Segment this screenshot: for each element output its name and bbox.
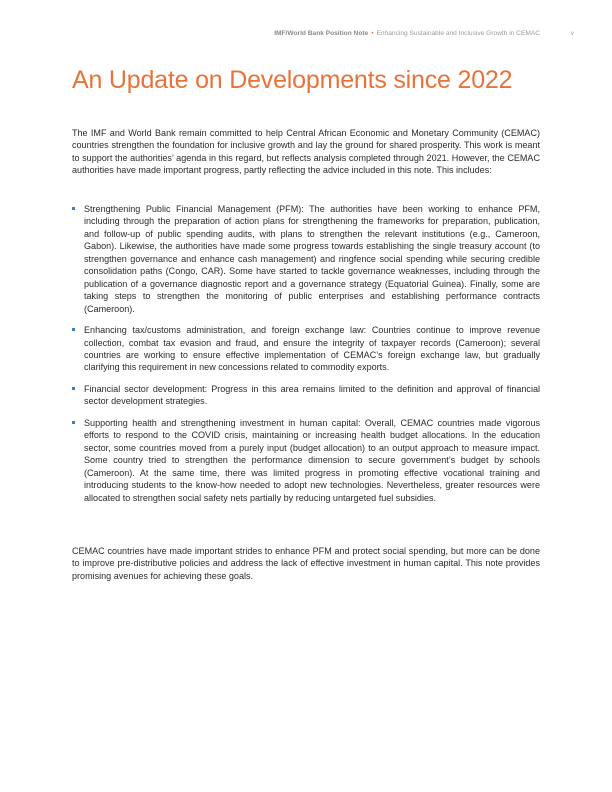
developments-list	[72, 203, 540, 513]
list-item	[72, 383, 540, 408]
list-item	[72, 417, 540, 504]
page-title: An Update on Developments since 2022	[72, 66, 513, 94]
running-head	[0, 30, 612, 42]
document-title: Enhancing Sustainable and Inclusive Growth in CEMAC	[376, 30, 540, 37]
intro-paragraph: The IMF and World Bank remain committed to help Central African Economic and Monetary Community (CEMAC) countries strengthen the foundation for inclusive growth and lay the ground for shared prosperity. This work is meant to support the authorities’ agenda in this regard, but reflects analysis completed through 2021. However, the CEMAC authorities have made important progress, partly reflecting the advice included in this note. This includes:	[72, 128, 540, 176]
series-name: IMF/World Bank Position Note	[274, 30, 369, 37]
separator-dot: •	[371, 30, 374, 37]
bullet-icon	[72, 421, 75, 424]
list-item-text: Enhancing tax/customs administration, and foreign exchange law: Countries continue to improve revenue collection, combat tax evasion and fraud, and ensure the integrity of taxpayer records (Cameroon); several countries are working to ensure effective implementation of CEMAC’s foreign exchange law, but gradually clarifying this requirement in new concessions related to commodity exports.	[84, 325, 540, 373]
page-number: v	[570, 30, 574, 37]
list-item-text: Financial sector development: Progress in this area remains limited to the definition and approval of financial sector development strategies.	[84, 383, 540, 407]
bullet-icon	[72, 387, 75, 390]
running-head-title	[274, 30, 540, 37]
list-item-text: Supporting health and strengthening investment in human capital: Overall, CEMAC countries made vigorous efforts to respond to the COVID crisis, maintaining or increasing health budget allocations. In the education sector, some countries moved from a purely input (budget allocation) to an output approach to measure impact. Some country tried to strengthen the performance dimension to secure government’s budget by schools (Cameroon). At the same time, there was limited progress in promoting effective vocational training and introducing students to the know-how needed to adopt new technologies. Nevertheless, greater resources were allocated to strengthen social safety nets partially by reducing untargeted fuel subsidies.	[84, 417, 540, 503]
bullet-icon	[72, 207, 75, 210]
list-item-text: Strengthening Public Financial Management (PFM): The authorities have been working to enhance PFM, including through the preparation of action plans for strengthening the frameworks for preparation, publication, and follow-up of public spending audits, with plans to strengthen the relevant institutions (e.g., Cameroon, Gabon). Likewise, the authorities have made some progress towards establishing the single treasury account (to strengthen governance and enhance cash management) and ringfence social spending while securing credible consolidation paths (Congo, CAR). Some have started to tackle governance weaknesses, including through the publication of a governance diagnostic report and a governance strategy (Equatorial Guinea). Finally, some are taking steps to strengthen the monitoring of public enterprises and establishing performance contracts (Cameroon).	[84, 204, 540, 314]
list-item	[72, 203, 540, 315]
closing-paragraph: CEMAC countries have made important strides to enhance PFM and protect social spending, but more can be done to improve pre-distributive policies and address the lack of effective investment in human capital. This note provides promising avenues for achieving these goals.	[72, 546, 540, 581]
list-item	[72, 324, 540, 374]
bullet-icon	[72, 328, 75, 331]
